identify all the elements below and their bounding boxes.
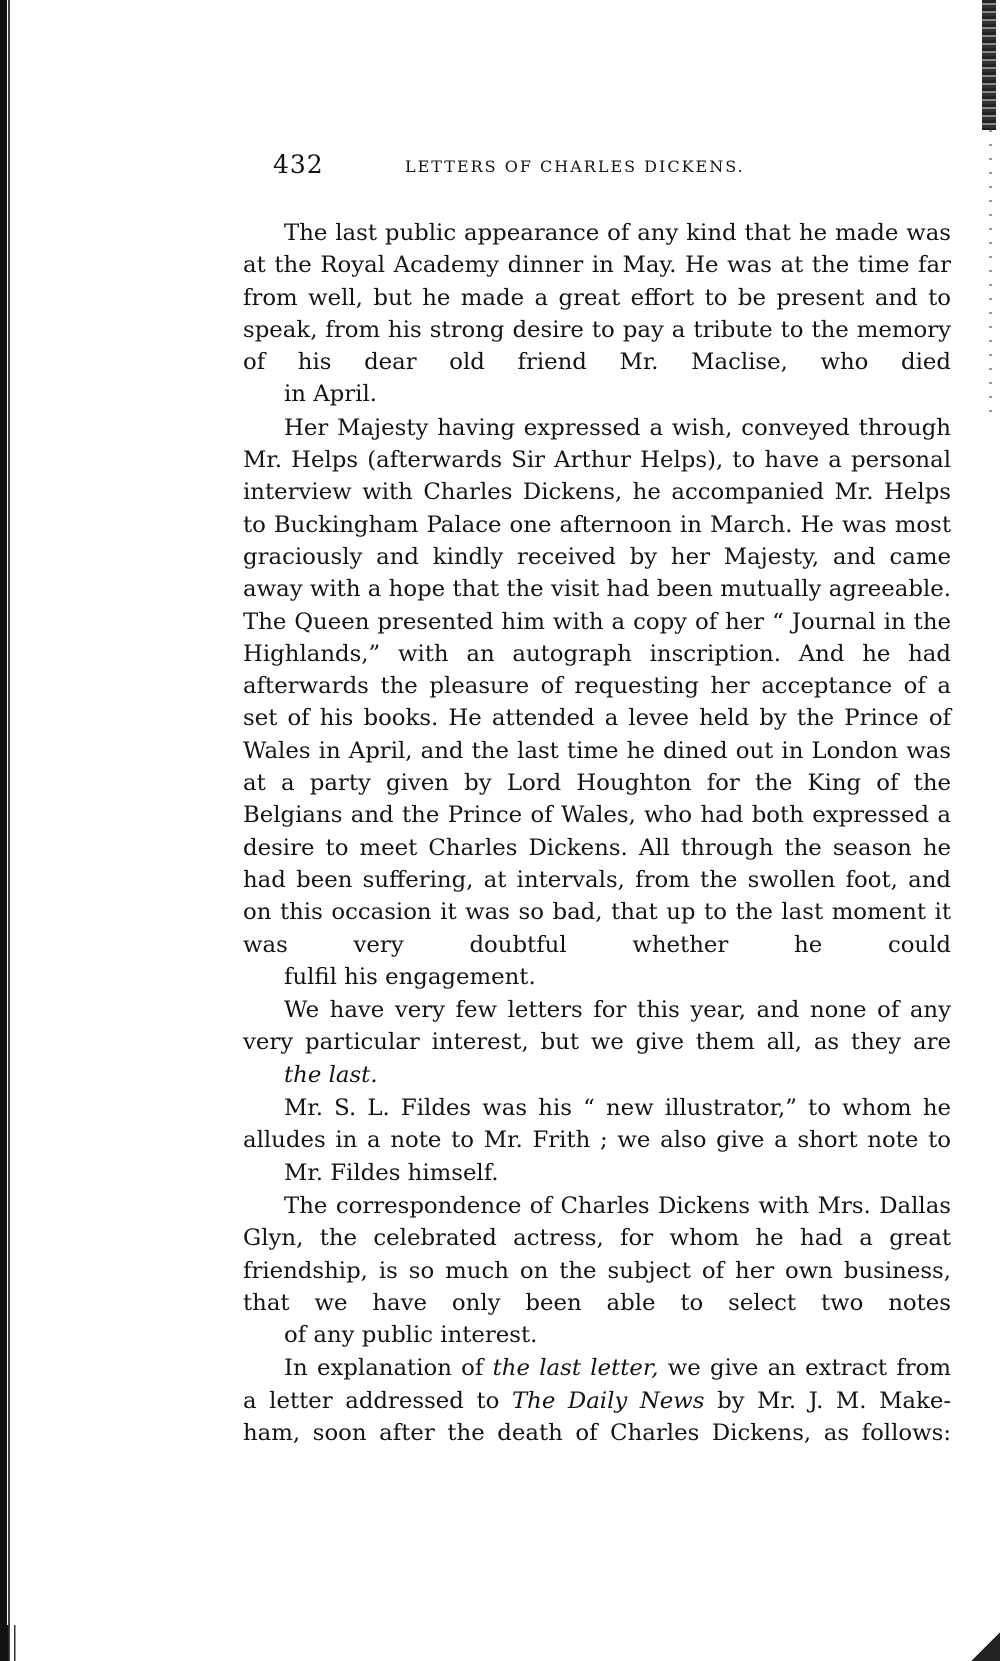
body-text xyxy=(243,217,951,1449)
paragraph-6-italic-1: the last letter, xyxy=(492,1355,659,1382)
scan-corner-mark xyxy=(966,1631,1000,1661)
paragraph-6-italic-2: The Daily News xyxy=(511,1387,705,1414)
scan-edge-right-dots xyxy=(989,130,992,420)
paragraph-4 xyxy=(243,1092,951,1189)
scan-edge-left-foot xyxy=(0,1625,46,1661)
paragraph-3-text: We have very few letters for this year, and none of any very particular interest, but we give them all, as they are xyxy=(243,997,951,1056)
scan-edge-left-shadow xyxy=(8,0,10,1661)
paragraph-6-pre: In explanation of xyxy=(284,1355,484,1382)
page-header xyxy=(273,148,813,188)
paragraph-2-last-line: fulfil his engagement. xyxy=(284,963,536,990)
paragraph-5-text: The correspondence of Charles Dickens with Mrs. Dallas Glyn, the celebrated actress, for whom he had a great friendship, is so much on the subject of her own business, that we have only been able to select two notes xyxy=(243,1192,951,1316)
paragraph-3-italic: the last. xyxy=(284,1061,378,1088)
paragraph-1-last-line: in April. xyxy=(284,381,378,408)
paragraph-4-last-line: Mr. Fildes himself. xyxy=(284,1159,499,1186)
paragraph-3 xyxy=(243,994,951,1091)
paragraph-2-text: Her Majesty having expressed a wish, conveyed through Mr. Helps (afterwards Sir Arthur Helps), to have a personal interview with Charles Dickens, he accompanied Mr. Helps to Buckingham Palace one afternoon in March. He was most graciously and kindly received by her Majesty, and came away with a hope that the visit had been mutually agreeable. The Queen presented him with a copy of her “ Journal in the Highlands,” with an autograph inscription. And he had afterwards the pleasure of requesting her acceptance of a set of his books. He attended a levee held by the Prince of Wales in April, and the last time he dined out in London was at a party given by Lord Houghton for the King of the Belgians and the Prince of Wales, who had both expressed a desire to meet Charles Dickens. All through the season he had been suffering, at intervals, from the swollen foot, and on this occasion it was so bad, that up to the last moment it was very doubtful whether he could xyxy=(243,414,951,958)
scan-edge-left xyxy=(0,0,7,1661)
paragraph-1 xyxy=(243,217,951,411)
paragraph-5-last-line: of any public interest. xyxy=(284,1322,538,1349)
scan-edge-right xyxy=(982,0,996,130)
paragraph-6-post: by Mr. J. M. Make- ham, soon after the death of Charles Dickens, as follows: xyxy=(243,1387,952,1446)
paragraph-6 xyxy=(243,1352,951,1449)
page-number: 432 xyxy=(273,150,324,179)
paragraph-2 xyxy=(243,412,951,993)
running-head: LETTERS OF CHARLES DICKENS. xyxy=(405,157,745,176)
paragraph-6-mid: we give an extract from a letter addressed to xyxy=(243,1355,952,1414)
paragraph-3-last-line xyxy=(243,1059,951,1091)
paragraph-4-text: Mr. S. L. Fildes was his “ new illustrator,” to whom he alludes in a note to Mr. Frith ; we also give a short note to xyxy=(243,1095,951,1154)
paragraph-5 xyxy=(243,1190,951,1351)
paragraph-1-text: The last public appearance of any kind that he made was at the Royal Academy dinner in May. He was at the time far from well, but he made a great effort to be present and to speak, from his strong desire to pay a tribute to the memory of his dear old friend Mr. Maclise, who died xyxy=(243,220,951,376)
